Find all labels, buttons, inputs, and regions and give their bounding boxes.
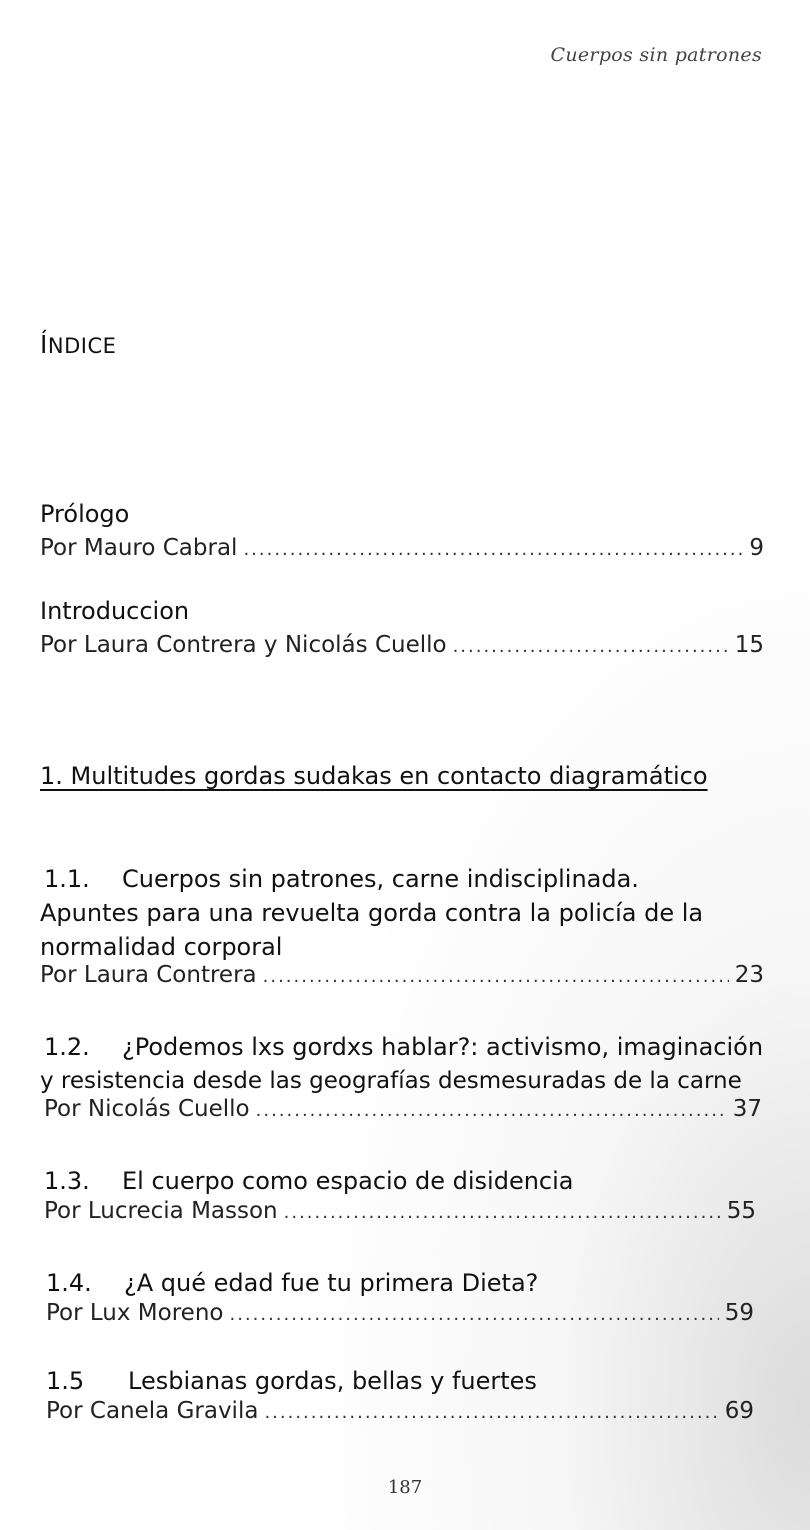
chapter-page-number: 23 bbox=[734, 962, 764, 988]
chapter-page-number: 59 bbox=[724, 1300, 754, 1326]
introduction-author: Por Laura Contrera y Nicolás Cuello bbox=[40, 632, 447, 658]
dot-leader bbox=[264, 1402, 718, 1423]
chapter-number: 1.4. bbox=[46, 1269, 92, 1297]
page-folio: 187 bbox=[387, 1477, 423, 1498]
dot-leader bbox=[453, 636, 729, 657]
dot-leader bbox=[256, 1100, 727, 1121]
chapter-author: Por Nicolás Cuello bbox=[44, 1096, 250, 1122]
index-heading-rest: NDICE bbox=[47, 334, 117, 358]
dot-leader bbox=[229, 1304, 718, 1325]
dot-leader bbox=[284, 1202, 721, 1223]
chapter-title-line: normalidad corporal bbox=[40, 933, 283, 961]
prologue-entry[interactable] bbox=[40, 535, 764, 561]
chapter-1-3-title bbox=[44, 1164, 574, 1198]
chapter-title-line: ¿Podemos lxs gordxs hablar?: activismo, imaginación bbox=[122, 1033, 764, 1061]
chapter-1-4-entry[interactable] bbox=[46, 1300, 754, 1326]
chapter-1-1-title bbox=[40, 862, 704, 964]
chapter-title-line: ¿A qué edad fue tu primera Dieta? bbox=[124, 1269, 539, 1297]
dot-leader bbox=[263, 966, 729, 987]
prologue-title: Prólogo bbox=[40, 500, 130, 528]
dot-leader bbox=[243, 539, 743, 560]
chapter-author: Por Lux Moreno bbox=[46, 1300, 224, 1326]
running-header: Cuerpos sin patrones bbox=[550, 44, 762, 66]
chapter-title-line: El cuerpo como espacio de disidencia bbox=[122, 1167, 574, 1195]
chapter-1-1-entry[interactable] bbox=[40, 962, 764, 988]
chapter-page-number: 69 bbox=[724, 1398, 754, 1424]
index-heading bbox=[40, 330, 116, 359]
introduction-page-number: 15 bbox=[734, 632, 764, 658]
chapter-1-2-title bbox=[40, 1030, 764, 1098]
chapter-1-3-entry[interactable] bbox=[44, 1198, 756, 1224]
chapter-page-number: 55 bbox=[726, 1198, 756, 1224]
chapter-number: 1.3. bbox=[44, 1167, 90, 1195]
prologue-author: Por Mauro Cabral bbox=[40, 535, 238, 561]
introduction-entry[interactable] bbox=[40, 632, 764, 658]
section-heading[interactable]: 1. Multitudes gordas sudakas en contacto diagramático bbox=[40, 762, 708, 790]
prologue-page-number: 9 bbox=[749, 535, 764, 561]
chapter-number: 1.2. bbox=[44, 1033, 90, 1061]
chapter-title-line: Apuntes para una revuelta gorda contra la policía de la bbox=[40, 899, 704, 927]
chapter-title-line: Cuerpos sin patrones, carne indisciplinada. bbox=[122, 865, 639, 893]
chapter-1-2-entry[interactable] bbox=[44, 1096, 762, 1122]
chapter-author: Por Canela Gravila bbox=[46, 1398, 259, 1424]
chapter-author: Por Lucrecia Masson bbox=[44, 1198, 278, 1224]
chapter-1-5-entry[interactable] bbox=[46, 1398, 754, 1424]
chapter-author: Por Laura Contrera bbox=[40, 962, 257, 988]
introduction-title: Introduccion bbox=[40, 597, 190, 625]
chapter-page-number: 37 bbox=[732, 1096, 762, 1122]
chapter-1-4-title bbox=[46, 1266, 538, 1300]
chapter-title-line: Lesbianas gordas, bellas y fuertes bbox=[128, 1367, 537, 1395]
chapter-title-line: y resistencia desde las geografías desmesuradas de la carne bbox=[40, 1068, 742, 1094]
index-heading-initial: Í bbox=[40, 330, 48, 359]
chapter-number: 1.1. bbox=[44, 865, 90, 893]
chapter-1-5-title bbox=[46, 1364, 537, 1398]
chapter-number: 1.5 bbox=[46, 1367, 85, 1395]
